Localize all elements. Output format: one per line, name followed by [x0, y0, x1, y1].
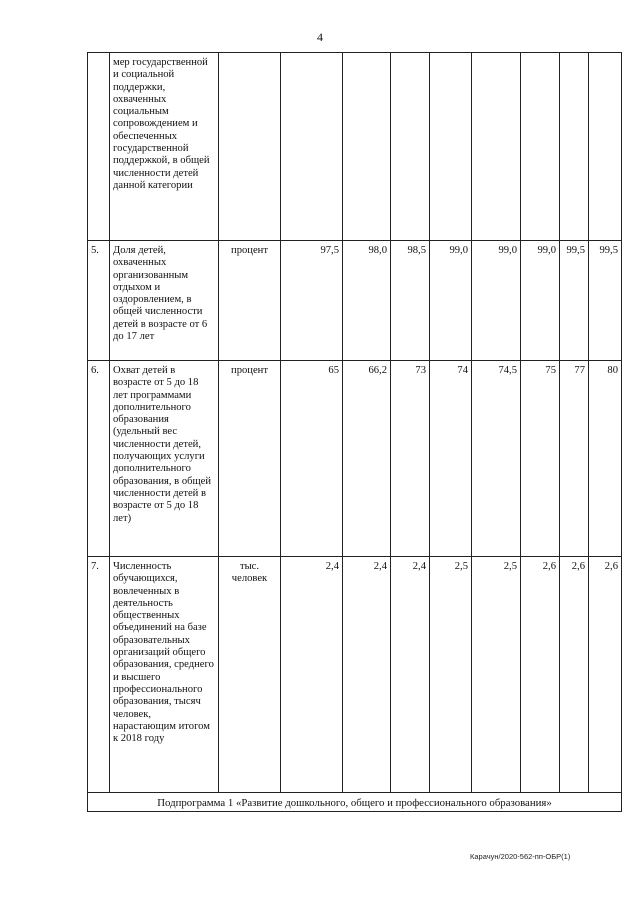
table-row — [88, 53, 622, 241]
row-number — [88, 53, 110, 241]
value-cell: 99,0 — [430, 241, 472, 361]
value-cell: 77 — [560, 361, 589, 557]
value-cell: 97,5 — [281, 241, 343, 361]
row-number: 6. — [88, 361, 110, 557]
value-cell: 2,4 — [281, 557, 343, 793]
indicator-name: Охват детей в возрасте от 5 до 18 лет программами дополнительного образования (удельный вес численности детей, получающих услуги дополнительного образования, в общей численности детей в возрасте от 5 до 18 лет) — [110, 361, 219, 557]
value-cell — [430, 53, 472, 241]
value-cell: 99,0 — [472, 241, 521, 361]
value-cell: 75 — [521, 361, 560, 557]
table-row — [88, 557, 622, 793]
value-cell: 2,6 — [560, 557, 589, 793]
value-cell: 74,5 — [472, 361, 521, 557]
value-cell: 2,4 — [391, 557, 430, 793]
value-cell: 2,6 — [589, 557, 622, 793]
value-cell: 73 — [391, 361, 430, 557]
value-cell: 98,0 — [343, 241, 391, 361]
value-cell — [281, 53, 343, 241]
value-cell: 2,5 — [430, 557, 472, 793]
row-number: 5. — [88, 241, 110, 361]
value-cell — [343, 53, 391, 241]
value-cell: 99,5 — [560, 241, 589, 361]
value-cell: 99,5 — [589, 241, 622, 361]
value-cell — [521, 53, 560, 241]
value-cell: 66,2 — [343, 361, 391, 557]
value-cell: 98,5 — [391, 241, 430, 361]
unit-cell — [219, 53, 281, 241]
subprogram-heading: Подпрограмма 1 «Развитие дошкольного, общего и профессионального образования» — [88, 793, 622, 812]
value-cell — [589, 53, 622, 241]
value-cell — [472, 53, 521, 241]
indicators-table — [87, 52, 622, 812]
value-cell: 65 — [281, 361, 343, 557]
table-row — [88, 361, 622, 557]
row-number: 7. — [88, 557, 110, 793]
value-cell — [391, 53, 430, 241]
unit-cell: процент — [219, 241, 281, 361]
indicator-name: мер государственной и социальной поддержки, охваченных социальным сопровождением и обеспеченных государственной поддержкой, в общей численности детей данной категории — [110, 53, 219, 241]
value-cell: 2,6 — [521, 557, 560, 793]
indicator-name: Численность обучающихся, вовлеченных в деятельность общественных объединений на базе образовательных организаций общего образования, среднего и высшего профессионального образования, тысяч человек, нарастающим итогом к 2018 году — [110, 557, 219, 793]
table-row — [88, 793, 622, 812]
unit-cell: тыс. человек — [219, 557, 281, 793]
table-row — [88, 241, 622, 361]
page-number: 4 — [317, 30, 323, 44]
value-cell — [560, 53, 589, 241]
value-cell: 2,5 — [472, 557, 521, 793]
value-cell: 99,0 — [521, 241, 560, 361]
unit-cell: процент — [219, 361, 281, 557]
indicator-name: Доля детей, охваченных организованным отдыхом и оздоровлением, в общей численности детей в возрасте от 6 до 17 лет — [110, 241, 219, 361]
value-cell: 80 — [589, 361, 622, 557]
document-code: Карачун/2020-562-пп-ОБР(1) — [470, 852, 571, 861]
value-cell: 74 — [430, 361, 472, 557]
value-cell: 2,4 — [343, 557, 391, 793]
